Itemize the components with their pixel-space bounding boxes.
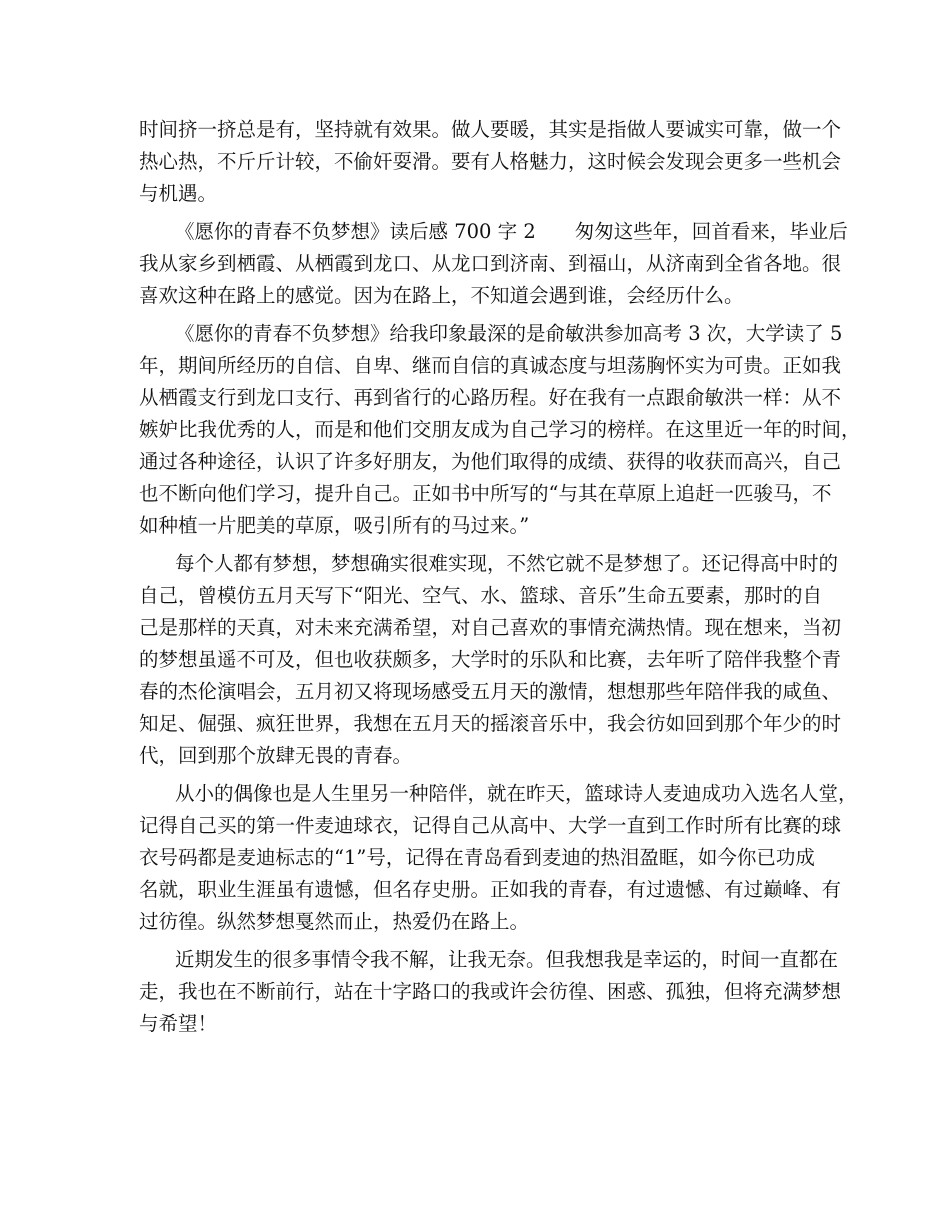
- text-line: 自己，曾模仿五月天写下“阳光、空气、水、篮球、音乐”生命五要素，那时的自: [139, 584, 822, 607]
- text-line: 从栖霞支行到龙口支行、再到省行的心路历程。好在我有一点跟俞敏洪一样：从不: [139, 386, 842, 409]
- text-line: 与希望！: [139, 1012, 218, 1035]
- text-line: 知足、倔强、疯狂世界，我想在五月天的摇滚音乐中，我会彷如回到那个年少的时: [139, 712, 842, 735]
- text-line: 嫉妒比我优秀的人，而是和他们交朋友成为自己学习的榜样。在这里近一年的时间，: [139, 418, 861, 441]
- text-line: 近期发生的很多事情令我不解，让我无奈。但我想我是幸运的，时间一直都在: [175, 948, 839, 971]
- text-line: 热心热，不斤斤计较，不偷奸耍滑。要有人格魅力，这时候会发现会更多一些机会: [139, 150, 842, 173]
- text-line: 从小的偶像也是人生里另一种陪伴，就在昨天，篮球诗人麦迪成功入选名人堂，: [175, 782, 858, 805]
- paragraph-1: [139, 114, 842, 210]
- document-body: [139, 114, 861, 1046]
- text-line: 名就，职业生涯虽有遗憾，但名存史册。正如我的青春，有过遗憾、有过巅峰、有: [139, 878, 842, 901]
- paragraph-3: [139, 318, 861, 542]
- text-line: 与机遇。: [139, 182, 218, 205]
- text-line: 走，我也在不断前行，站在十字路口的我或许会彷徨、困惑、孤独，但将充满梦想: [139, 980, 842, 1003]
- text-line: 年，期间所经历的自信、自卑、继而自信的真诚态度与坦荡胸怀实为可贵。正如我: [139, 354, 842, 377]
- text-line: 喜欢这种在路上的感觉。因为在路上，不知道会遇到谁，会经历什么。: [139, 284, 744, 307]
- text-line: 通过各种途径，认识了许多好朋友，为他们取得的成绩、获得的收获而高兴，自己: [139, 450, 842, 473]
- text-line: 记得自己买的第一件麦迪球衣，记得自己从高中、大学一直到工作时所有比赛的球: [139, 814, 842, 837]
- text-line: 的梦想虽遥不可及，但也收获颇多，大学时的乐队和比赛，去年听了陪伴我整个青: [139, 648, 842, 671]
- text-line: 时间挤一挤总是有，坚持就有效果。做人要暖，其实是指做人要诚实可靠，做一个: [139, 118, 842, 141]
- text-line: 代，回到那个放肆无畏的青春。: [139, 744, 413, 767]
- text-line: 春的杰伦演唱会，五月初又将现场感受五月天的激情，想想那些年陪伴我的咸鱼、: [139, 680, 842, 703]
- text-line: 衣号码都是麦迪标志的“1”号，记得在青岛看到麦迪的热泪盈眶，如今你已功成: [139, 846, 815, 869]
- paragraph-2: [139, 216, 848, 312]
- text-line: 我从家乡到栖霞、从栖霞到龙口、从龙口到济南、到福山，从济南到全省各地。很: [139, 252, 842, 275]
- text-line: 也不断向他们学习，提升自己。正如书中所写的“与其在草原上追赶一匹骏马，不: [139, 482, 832, 505]
- paragraph-5: [139, 778, 858, 938]
- paragraph-4: [139, 548, 842, 772]
- text-line: 《愿你的青春不负梦想》读后感 700 字 2 匆匆这些年，回首看来，毕业后: [175, 220, 848, 243]
- paragraph-6: [139, 944, 842, 1040]
- text-line: 每个人都有梦想，梦想确实很难实现，不然它就不是梦想了。还记得高中时的: [175, 552, 839, 575]
- text-line: 如种植一片肥美的草原，吸引所有的马过来。”: [139, 514, 530, 537]
- text-line: 过彷徨。纵然梦想戛然而止，热爱仍在路上。: [139, 910, 530, 933]
- text-line: 己是那样的天真，对未来充满希望，对自己喜欢的事情充满热情。现在想来，当初: [139, 616, 842, 639]
- text-line: 《愿你的青春不负梦想》给我印象最深的是俞敏洪参加高考 3 次，大学读了 5: [175, 322, 843, 345]
